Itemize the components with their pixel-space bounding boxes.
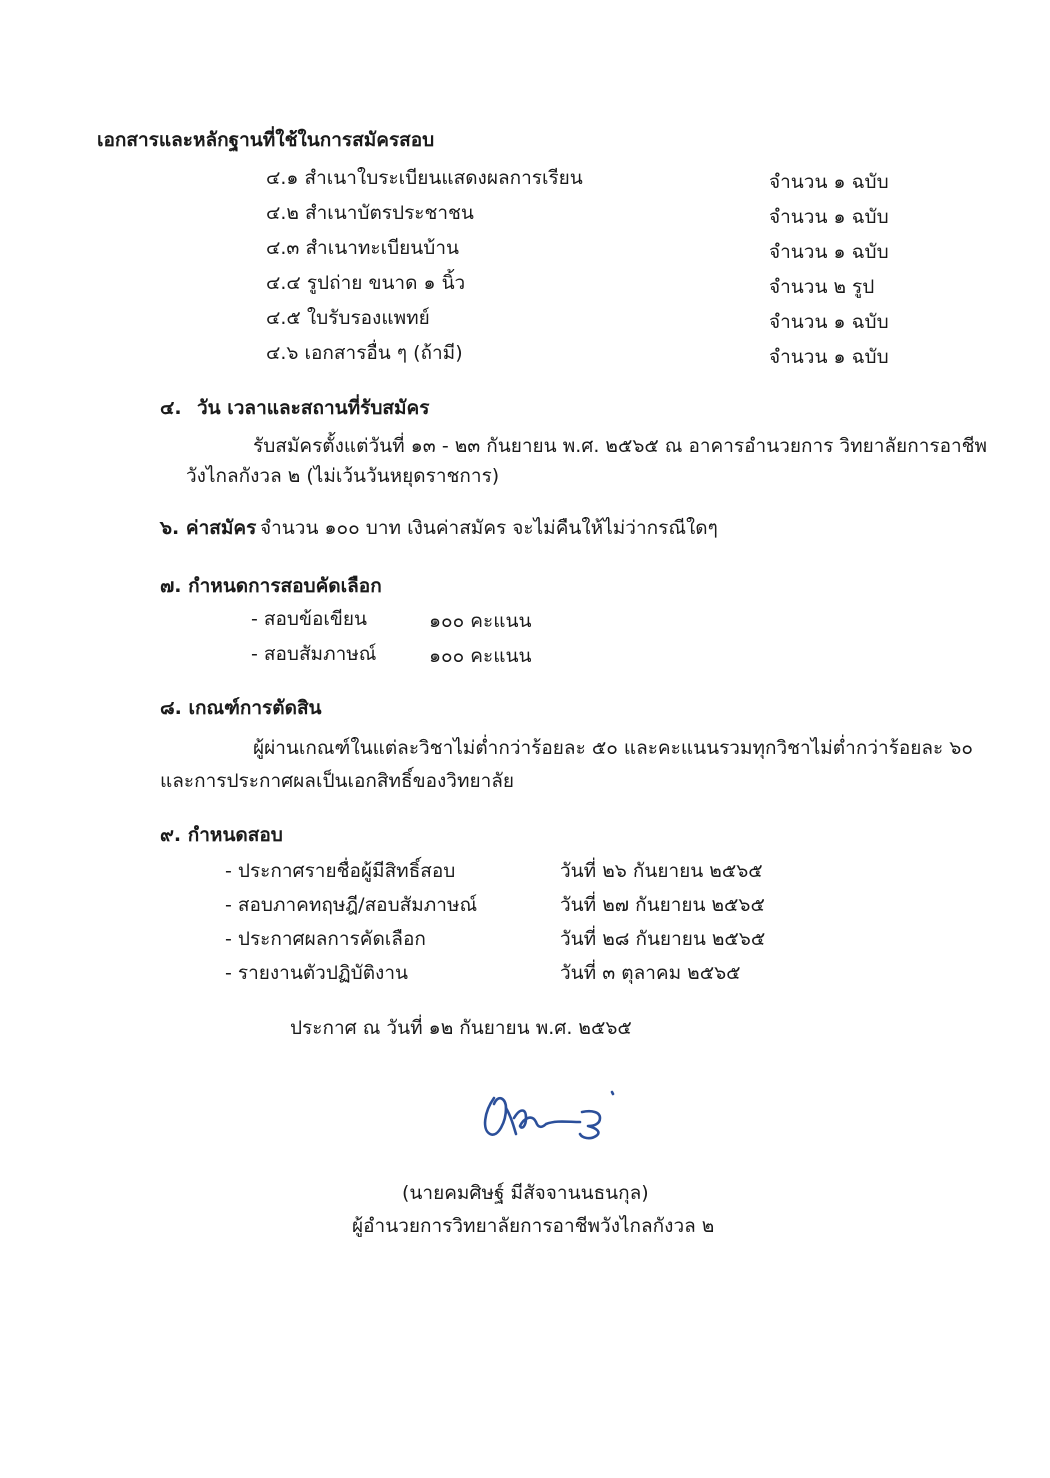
section5-number: ๔. — [160, 397, 182, 419]
section7-heading: ๗. กำหนดการสอบคัดเลือก — [160, 575, 382, 597]
section5-heading: วัน เวลาและสถานที่รับสมัคร — [197, 397, 430, 419]
signer-name: (นายคมศิษฐ์ มีสัจจานนธนกุล) — [402, 1182, 649, 1204]
schedule-item-label: - รายงานตัวปฏิบัติงาน — [225, 962, 408, 984]
section5-line2: วังไกลกังวล ๒ (ไม่เว้นวันหยุดราชการ) — [186, 465, 500, 487]
section8-heading: ๘. เกณฑ์การตัดสิน — [160, 697, 322, 719]
doc-item-label: ๔.๕ ใบรับรองแพทย์ — [266, 307, 430, 329]
section6-text: จำนวน ๑๐๐ บาท เงินค่าสมัคร จะไม่คืนให้ไม่ว่ากรณีใดๆ — [260, 517, 718, 539]
doc-item-qty: จำนวน ๒ รูป — [769, 276, 875, 298]
exam-item-label: - สอบสัมภาษณ์ — [251, 643, 377, 665]
schedule-item-date: วันที่ ๒๖ กันยายน ๒๕๖๕ — [560, 860, 763, 882]
doc-item-qty: จำนวน ๑ ฉบับ — [769, 311, 889, 333]
signature-ink — [485, 1092, 613, 1138]
signer-title: ผู้อำนวยการวิทยาลัยการอาชีพวังไกลกังวล ๒ — [352, 1215, 715, 1237]
section6-heading: ๖. ค่าสมัคร — [160, 517, 257, 539]
doc-item-label: ๔.๔ รูปถ่าย ขนาด ๑ นิ้ว — [266, 272, 466, 294]
section9-heading: ๙. กำหนดสอบ — [160, 824, 283, 846]
exam-item-label: - สอบข้อเขียน — [251, 608, 367, 630]
schedule-item-label: - สอบภาคทฤษฎี/สอบสัมภาษณ์ — [225, 894, 478, 916]
doc-item-label: ๔.๒ สำเนาบัตรประชาชน — [266, 202, 474, 224]
schedule-item-label: - ประกาศรายชื่อผู้มีสิทธิ์สอบ — [225, 860, 456, 882]
announcement-date: ประกาศ ณ วันที่ ๑๒ กันยายน พ.ศ. ๒๕๖๕ — [290, 1017, 632, 1039]
section8-line2: และการประกาศผลเป็นเอกสิทธิ์ของวิทยาลัย — [160, 770, 515, 792]
doc-item-qty: จำนวน ๑ ฉบับ — [769, 171, 889, 193]
schedule-item-date: วันที่ ๒๗ กันยายน ๒๕๖๕ — [560, 894, 765, 916]
signature-image — [476, 1078, 626, 1148]
section8-line1: ผู้ผ่านเกณฑ์ในแต่ละวิชาไม่ต่ำกว่าร้อยละ ๕๐ และคะแนนรวมทุกวิชาไม่ต่ำกว่าร้อยละ ๖๐ — [253, 737, 973, 759]
schedule-item-date: วันที่ ๓ ตุลาคม ๒๕๖๕ — [560, 962, 741, 984]
schedule-item-date: วันที่ ๒๘ กันยายน ๒๕๖๕ — [560, 928, 766, 950]
doc-item-label: ๔.๑ สำเนาใบระเบียนแสดงผลการเรียน — [266, 167, 583, 189]
doc-item-label: ๔.๓ สำเนาทะเบียนบ้าน — [266, 237, 459, 259]
doc-item-qty: จำนวน ๑ ฉบับ — [769, 241, 889, 263]
doc-item-qty: จำนวน ๑ ฉบับ — [769, 206, 889, 228]
schedule-item-label: - ประกาศผลการคัดเลือก — [225, 928, 426, 950]
docs-heading: เอกสารและหลักฐานที่ใช้ในการสมัครสอบ — [97, 129, 435, 151]
exam-item-score: ๑๐๐ คะแนน — [429, 645, 532, 667]
doc-item-qty: จำนวน ๑ ฉบับ — [769, 346, 889, 368]
section5-line1: รับสมัครตั้งแต่วันที่ ๑๓ - ๒๓ กันยายน พ.ศ. ๒๕๖๕ ณ อาคารอำนวยการ วิทยาลัยการอาชีพ — [253, 435, 988, 457]
exam-item-score: ๑๐๐ คะแนน — [429, 610, 532, 632]
doc-item-label: ๔.๖ เอกสารอื่น ๆ (ถ้ามี) — [266, 342, 463, 364]
